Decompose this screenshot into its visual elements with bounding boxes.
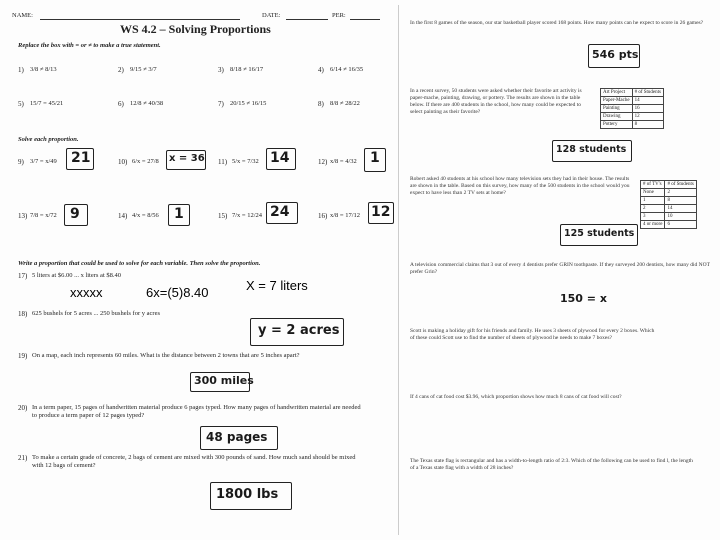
art-cell: Painting [601, 105, 633, 113]
problem-5: 5) [18, 100, 24, 108]
answer-10: x = 36 [169, 153, 205, 164]
problem-20-text: In a term paper, 15 pages of handwritten material produce 6 pages typed. How many pages of handwritten material are needed to produce a term paper of 12 pages typed? [32, 404, 361, 419]
problem-9: 9) [18, 158, 24, 166]
art-cell: Pottery [601, 121, 633, 129]
tv-cell: 2 [665, 189, 696, 197]
problem-9-expr: 3/7 = x/49 [30, 158, 57, 165]
problem-12: 12) [318, 158, 328, 166]
name-label: NAME: [12, 12, 33, 19]
tv-header-1: # of TV's [641, 181, 665, 189]
problem-17: 17) [18, 272, 28, 280]
section-solve-each: Solve each proportion. [18, 136, 79, 143]
problem-21: 21) [18, 454, 28, 462]
answer-16: 12 [371, 204, 391, 220]
right-answer-3: 125 students [564, 228, 635, 239]
problem-3: 3) [218, 66, 224, 74]
answer-20: 48 pages [206, 430, 268, 444]
problem-13: 13) [18, 212, 28, 220]
tv-cell: 6 [665, 221, 696, 229]
problem-10-expr: 6/x = 27/8 [132, 158, 159, 165]
problem-4-expr: 6/14 ≠ 16/35 [330, 66, 364, 73]
problem-1: 1) [18, 66, 24, 74]
art-cell: 14 [632, 97, 663, 105]
per-line [350, 19, 380, 20]
problem-20: 20) [18, 404, 28, 412]
problem-10: 10) [118, 158, 128, 166]
section-replace-box: Replace the box with = or ≠ to make a true statement. [18, 42, 161, 49]
problem-8: 8) [318, 100, 324, 108]
problem-14-expr: 4/x = 8/56 [132, 212, 159, 219]
column-divider [398, 5, 399, 535]
right-problem-3-text: Robert asked 40 students at his school how many television sets they had in their house. The results are shown in the table. Based on this survey, how many of the 500 students in the school would you expect to have less than 2 TV sets at home? [410, 176, 630, 196]
problem-17-text: 5 liters at $6.00 ... x liters at $8.40 [32, 272, 122, 279]
right-problem-6-text: If 4 cans of cat food cost $3.96, which proportion shows how much 8 cans of cat food will cost? [410, 394, 622, 400]
art-project-table [600, 88, 664, 129]
problem-18: 18) [18, 310, 28, 318]
problem-16-expr: x/8 = 17/12 [330, 212, 361, 219]
date-label: DATE: [262, 12, 281, 19]
problem-2-expr: 9/15 ≠ 3/7 [130, 66, 157, 73]
tv-cell: 8 [665, 197, 696, 205]
problem-5-expr: 15/7 = 45/21 [30, 100, 64, 107]
section-write-proportion: Write a proportion that could be used to solve for each variable. Then solve the proportion. [18, 260, 261, 267]
problem-15-expr: 7/x = 12/24 [232, 212, 263, 219]
problem-15: 15) [218, 212, 228, 220]
tv-cell: 10 [665, 213, 696, 221]
problem-18-text: 625 bushels for 5 acres ... 250 bushels for y acres [32, 310, 160, 317]
art-header-1: Art Project [601, 89, 633, 97]
tv-sets-table [640, 180, 697, 229]
tv-header-2: # of Students [665, 181, 696, 189]
overlay-text-c: X = 7 liters [246, 278, 308, 293]
problem-7-expr: 20/15 ≠ 16/15 [230, 100, 267, 107]
art-cell: 16 [632, 105, 663, 113]
problem-4: 4) [318, 66, 324, 74]
tv-cell: None [641, 189, 665, 197]
problem-6-expr: 12/8 ≠ 40/38 [130, 100, 164, 107]
answer-18: y = 2 acres [258, 323, 340, 338]
art-cell: Drawing [601, 113, 633, 121]
problem-13-expr: 7/8 = x/72 [30, 212, 57, 219]
tv-cell: 14 [665, 205, 696, 213]
right-problem-5-text: Scott is making a holiday gift for his friends and family. He uses 3 sheets of plywood for every 2 boxes. Which of these could Scott use to find the number of sheets of plywood he needs to make 7 boxes? [410, 328, 655, 341]
right-answer-2: 128 students [556, 144, 627, 155]
answer-12: 1 [370, 150, 380, 166]
problem-1-expr: 3/8 ≠ 8/13 [30, 66, 57, 73]
tv-cell: 1 [641, 197, 665, 205]
problem-6: 6) [118, 100, 124, 108]
answer-21: 1800 lbs [216, 487, 279, 502]
right-answer-4: 150 = x [560, 292, 607, 305]
right-problem-1-text: In the first 8 games of the season, our star basketball player scored 168 points. How many points can he expect to score in 26 games? [410, 20, 704, 26]
problem-8-expr: 8/8 ≠ 28/22 [330, 100, 360, 107]
per-label: PER: [332, 12, 346, 19]
tv-cell: 3 [641, 213, 665, 221]
answer-19: 300 miles [194, 374, 254, 387]
answer-11: 14 [270, 150, 290, 166]
problem-21-text: To make a certain grade of concrete, 2 bags of cement are mixed with 300 pounds of sand. How much sand should be mixed with 12 bags of cement? [32, 454, 356, 469]
answer-15: 24 [270, 204, 290, 220]
art-cell: Paper-Mache [601, 97, 633, 105]
overlay-text-a: xxxxx [70, 285, 103, 300]
problem-16: 16) [318, 212, 328, 220]
art-header-2: # of Students [632, 89, 663, 97]
right-problem-2-text: In a recent survey, 50 students were asked whether their favorite art activity is paper-mache, painting, drawing, or pottery. The results are shown in the table below. If there are 400 students in the school, how many could be expected to select painting as their favorite? [410, 88, 582, 115]
right-answer-1: 546 pts [592, 48, 639, 61]
answer-9: 21 [71, 150, 91, 166]
problem-19: 19) [18, 352, 28, 360]
problem-14: 14) [118, 212, 128, 220]
overlay-text-b: 6x=(5)8.40 [146, 285, 209, 300]
tv-cell: 4 or more [641, 221, 665, 229]
right-problem-4-text: A television commercial claims that 3 out of every 4 dentists prefer GRIN toothpaste. If they surveyed 200 dentists, how many did NOT prefer Grin? [410, 262, 710, 275]
problem-11: 11) [218, 158, 228, 166]
problem-2: 2) [118, 66, 124, 74]
right-problem-7-text: The Texas state flag is rectangular and has a width-to-length ratio of 2:3. Which of the following can be used to find l, the length of a Texas state flag with a width of 28 inches? [410, 458, 693, 471]
answer-13: 9 [70, 206, 80, 222]
worksheet-title: WS 4.2 – Solving Proportions [120, 22, 271, 36]
art-cell: 8 [632, 121, 663, 129]
date-line [286, 19, 328, 20]
answer-14: 1 [174, 206, 184, 222]
problem-7: 7) [218, 100, 224, 108]
problem-19-text: On a map, each inch represents 60 miles. What is the distance between 2 towns that are 5 inches apart? [32, 352, 300, 359]
art-cell: 12 [632, 113, 663, 121]
problem-12-expr: x/8 = 4/32 [330, 158, 357, 165]
problem-11-expr: 5/x = 7/32 [232, 158, 259, 165]
tv-cell: 2 [641, 205, 665, 213]
name-line [40, 19, 240, 20]
problem-3-expr: 8/18 ≠ 16/17 [230, 66, 264, 73]
